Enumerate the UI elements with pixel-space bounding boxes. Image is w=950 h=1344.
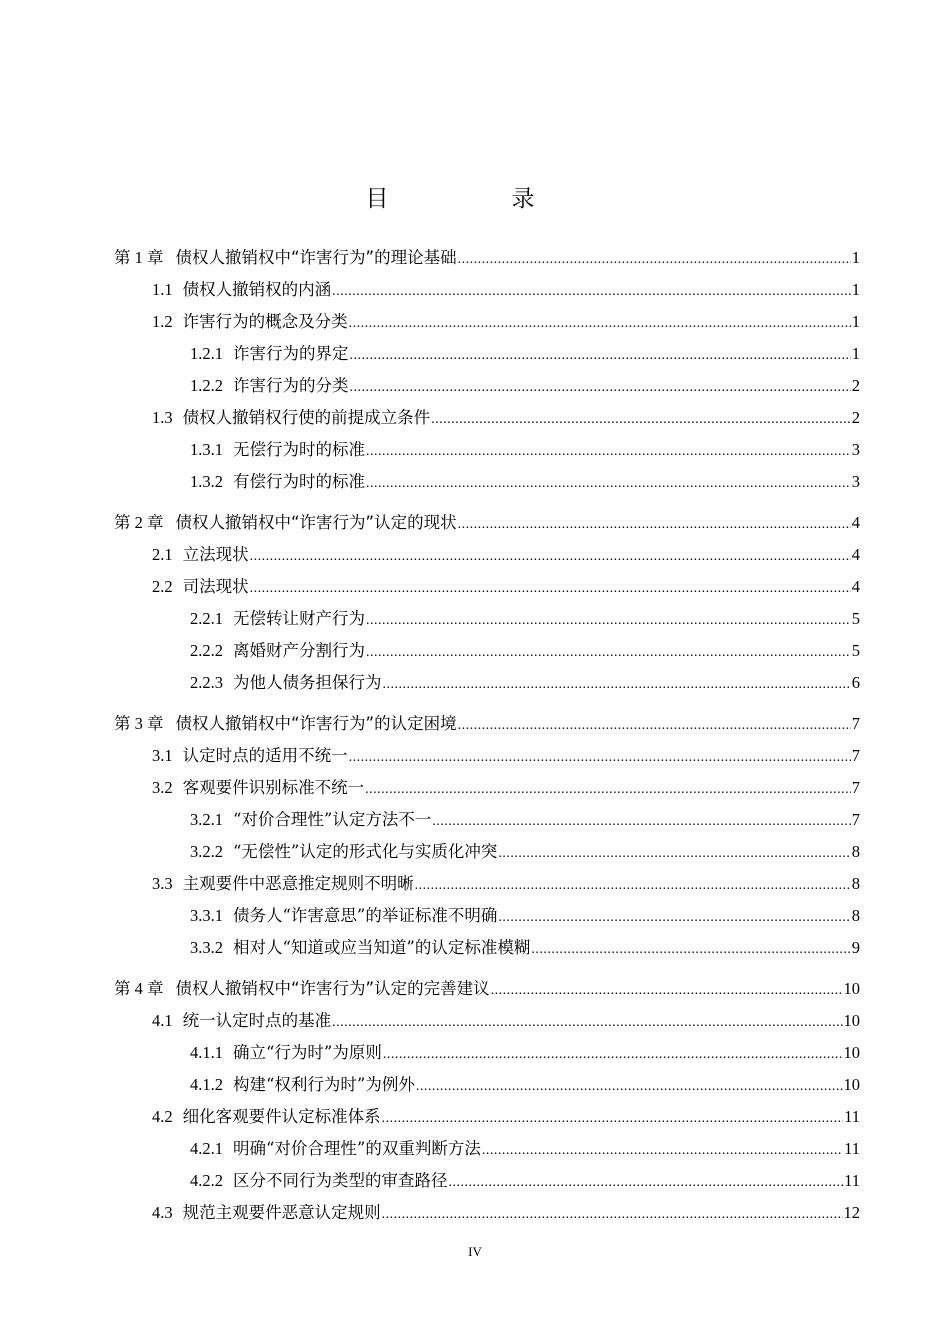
page-number-footer: IV bbox=[468, 1244, 482, 1259]
toc-dot-leader bbox=[366, 606, 851, 636]
toc-entry-label: 债务人“诈害意思”的举证标准不明确 bbox=[233, 906, 498, 925]
toc-entry-label: 规范主观要件恶意认定规则 bbox=[182, 1203, 381, 1222]
toc-entry-number: 第 3 章 bbox=[114, 714, 164, 733]
toc-dot-leader bbox=[458, 510, 851, 540]
toc-entry-page: 10 bbox=[843, 1011, 860, 1030]
toc-entry[interactable] bbox=[114, 508, 860, 538]
toc-entry[interactable] bbox=[152, 572, 860, 602]
toc-entry-label: 债权人撤销权中“诈害行为”的理论基础 bbox=[175, 248, 457, 267]
toc-dot-leader bbox=[366, 638, 851, 668]
toc-entry[interactable] bbox=[190, 1070, 860, 1100]
toc-entry[interactable] bbox=[114, 974, 860, 1004]
toc-entry-page: 3 bbox=[851, 472, 860, 491]
toc-entry[interactable] bbox=[190, 668, 860, 698]
toc-entry[interactable] bbox=[152, 275, 860, 305]
toc-entry-page: 10 bbox=[843, 1075, 860, 1094]
toc-entry-label: 诈害行为的概念及分类 bbox=[182, 312, 348, 331]
toc-dot-leader bbox=[349, 743, 851, 773]
toc-entry[interactable] bbox=[190, 837, 860, 867]
toc-dot-leader bbox=[531, 935, 850, 965]
toc-entry-number: 1.3 bbox=[152, 408, 173, 427]
toc-entry-page: 1 bbox=[851, 248, 860, 267]
toc-dot-leader bbox=[431, 405, 851, 435]
toc-entry-label: 债权人撤销权中“诈害行为”的认定困境 bbox=[175, 714, 457, 733]
toc-entry-number: 2.2.2 bbox=[190, 641, 223, 660]
toc-entry[interactable] bbox=[190, 805, 860, 835]
toc-entry-number: 3.2 bbox=[152, 778, 173, 797]
toc-entry-page: 1 bbox=[851, 312, 860, 331]
toc-entry-label: 明确“对价合理性”的双重判断方法 bbox=[233, 1139, 481, 1158]
toc-entry-label: 诈害行为的分类 bbox=[233, 376, 349, 395]
toc-entry-number: 3.2.2 bbox=[190, 842, 223, 861]
toc-dot-leader bbox=[366, 469, 851, 499]
toc-entry-page: 4 bbox=[851, 513, 860, 532]
toc-dot-leader bbox=[382, 1104, 843, 1134]
toc-entry[interactable] bbox=[190, 1038, 860, 1068]
toc-entry-number: 2.2.3 bbox=[190, 673, 223, 692]
toc-dot-leader bbox=[415, 871, 851, 901]
toc-entry-label: 主观要件中恶意推定规则不明晰 bbox=[182, 874, 414, 893]
toc-entry-label: “对价合理性”认定方法不一 bbox=[233, 810, 432, 829]
toc-entry-page: 4 bbox=[851, 545, 860, 564]
toc-entry-page: 7 bbox=[851, 746, 860, 765]
toc-entry-page: 3 bbox=[851, 440, 860, 459]
toc-entry-page: 7 bbox=[851, 778, 860, 797]
toc-entry-number: 第 1 章 bbox=[114, 248, 164, 267]
toc-entry-number: 1.3.1 bbox=[190, 440, 223, 459]
toc-entry[interactable] bbox=[190, 467, 860, 497]
toc-entry[interactable] bbox=[152, 741, 860, 771]
toc-entry-label: 确立“行为时”为原则 bbox=[233, 1043, 382, 1062]
toc-entry-number: 4.2.1 bbox=[190, 1139, 223, 1158]
toc-entry-number: 3.3.1 bbox=[190, 906, 223, 925]
toc-entry-number: 4.3 bbox=[152, 1203, 173, 1222]
toc-entry-number: 1.2 bbox=[152, 312, 173, 331]
toc-entry[interactable] bbox=[152, 869, 860, 899]
toc-entry-label: 客观要件识别标准不统一 bbox=[182, 778, 365, 797]
toc-dot-leader bbox=[365, 775, 851, 805]
toc-entry-page: 7 bbox=[851, 714, 860, 733]
toc-entry-label: 无偿转让财产行为 bbox=[233, 609, 365, 628]
toc-entry-label: 认定时点的适用不统一 bbox=[182, 746, 348, 765]
toc-entry-label: 区分不同行为类型的审查路径 bbox=[233, 1171, 448, 1190]
toc-entry-page: 11 bbox=[844, 1107, 860, 1126]
toc-entry-page: 5 bbox=[851, 609, 860, 628]
toc-entry[interactable] bbox=[190, 1166, 860, 1196]
toc-dot-leader bbox=[482, 1136, 843, 1166]
toc-entry-page: 4 bbox=[851, 577, 860, 596]
toc-entry[interactable] bbox=[152, 540, 860, 570]
toc-dot-leader bbox=[498, 903, 850, 933]
toc-entry-label: 债权人撤销权的内涵 bbox=[182, 280, 332, 299]
toc-entry-page: 10 bbox=[843, 1043, 860, 1062]
toc-entry[interactable] bbox=[152, 1102, 860, 1132]
toc-entry-number: 1.2.1 bbox=[190, 344, 223, 363]
toc-dot-leader bbox=[383, 670, 851, 700]
toc-entry-label: 无偿行为时的标准 bbox=[233, 440, 365, 459]
toc-entry-label: 诈害行为的界定 bbox=[233, 344, 349, 363]
toc-entry-page: 2 bbox=[851, 408, 860, 427]
toc-entry-label: 债权人撤销权行使的前提成立条件 bbox=[182, 408, 431, 427]
toc-dot-leader bbox=[449, 1168, 844, 1198]
toc-entry-label: 司法现状 bbox=[182, 577, 249, 596]
toc-entry-number: 1.1 bbox=[152, 280, 173, 299]
toc-entry[interactable] bbox=[190, 371, 860, 401]
toc-entry-number: 3.2.1 bbox=[190, 810, 223, 829]
toc-entry-label: 为他人债务担保行为 bbox=[233, 673, 382, 692]
toc-entry-number: 3.3 bbox=[152, 874, 173, 893]
toc-entry[interactable] bbox=[152, 1006, 860, 1036]
toc-dot-leader bbox=[458, 711, 851, 741]
toc-entry-page: 1 bbox=[851, 344, 860, 363]
toc-dot-leader bbox=[332, 1008, 842, 1038]
toc-dot-leader bbox=[349, 309, 851, 339]
toc-entry-number: 2.2.1 bbox=[190, 609, 223, 628]
toc-entry-number: 4.1.1 bbox=[190, 1043, 223, 1062]
toc-entry-number: 3.3.2 bbox=[190, 938, 223, 957]
toc-entry[interactable] bbox=[190, 636, 860, 666]
toc-entry-label: 细化客观要件认定标准体系 bbox=[182, 1107, 381, 1126]
toc-entry-label: 债权人撤销权中“诈害行为”认定的完善建议 bbox=[175, 979, 490, 998]
toc-entry-number: 2.1 bbox=[152, 545, 173, 564]
toc-entry-number: 4.2.2 bbox=[190, 1171, 223, 1190]
toc-entry-page: 7 bbox=[851, 810, 860, 829]
toc-entry[interactable] bbox=[190, 1134, 860, 1164]
toc-entry-page: 6 bbox=[851, 673, 860, 692]
toc-entry-number: 2.2 bbox=[152, 577, 173, 596]
toc-entry-label: 立法现状 bbox=[182, 545, 249, 564]
toc-entry[interactable] bbox=[152, 773, 860, 803]
toc-entry-number: 3.1 bbox=[152, 746, 173, 765]
toc-dot-leader bbox=[350, 373, 851, 403]
toc-entry-label: “无偿性”认定的形式化与实质化冲突 bbox=[233, 842, 498, 861]
toc-entry-label: 统一认定时点的基准 bbox=[182, 1011, 332, 1030]
toc-entry-page: 5 bbox=[851, 641, 860, 660]
toc-entry-page: 9 bbox=[851, 938, 860, 957]
toc-entry-page: 11 bbox=[844, 1171, 860, 1190]
toc-entry-label: 离婚财产分割行为 bbox=[233, 641, 365, 660]
toc-entry-label: 有偿行为时的标准 bbox=[233, 472, 365, 491]
toc-dot-leader bbox=[382, 1200, 843, 1230]
toc-dot-leader bbox=[416, 1072, 843, 1102]
toc-dot-leader bbox=[383, 1040, 843, 1070]
toc-entry[interactable] bbox=[190, 901, 860, 931]
toc-entry[interactable] bbox=[114, 709, 860, 739]
toc-dot-leader bbox=[366, 437, 851, 467]
toc-entry-label: 相对人“知道或应当知道”的认定标准模糊 bbox=[233, 938, 531, 957]
toc-entry-page: 10 bbox=[843, 979, 860, 998]
toc-entry-number: 1.2.2 bbox=[190, 376, 223, 395]
toc-entry-page: 1 bbox=[851, 280, 860, 299]
toc-entry-page: 11 bbox=[844, 1139, 860, 1158]
toc-dot-leader bbox=[458, 245, 851, 275]
toc-entry[interactable] bbox=[190, 604, 860, 634]
toc-entry-number: 4.2 bbox=[152, 1107, 173, 1126]
toc-entry-page: 8 bbox=[851, 906, 860, 925]
toc-entry-number: 1.3.2 bbox=[190, 472, 223, 491]
toc-dot-leader bbox=[250, 574, 851, 604]
toc-entry[interactable] bbox=[190, 435, 860, 465]
toc-entry-page: 8 bbox=[851, 842, 860, 861]
toc-dot-leader bbox=[250, 542, 851, 572]
toc-entry-page: 12 bbox=[843, 1203, 860, 1222]
toc-dot-leader bbox=[432, 807, 850, 837]
toc-dot-leader bbox=[491, 976, 843, 1006]
toc-entry-number: 4.1 bbox=[152, 1011, 173, 1030]
toc-entry-page: 8 bbox=[851, 874, 860, 893]
toc-entry-page: 2 bbox=[851, 376, 860, 395]
toc-dot-leader bbox=[350, 341, 851, 371]
page-title: 目 录 bbox=[365, 186, 585, 212]
toc-entry-label: 构建“权利行为时”为例外 bbox=[233, 1075, 415, 1094]
toc-entry-number: 第 2 章 bbox=[114, 513, 164, 532]
toc-entry-number: 4.1.2 bbox=[190, 1075, 223, 1094]
toc-entry[interactable] bbox=[152, 307, 860, 337]
toc-dot-leader bbox=[498, 839, 850, 869]
toc-entry[interactable] bbox=[190, 339, 860, 369]
toc-entry[interactable] bbox=[114, 243, 860, 273]
toc-entry-label: 债权人撤销权中“诈害行为”认定的现状 bbox=[175, 513, 457, 532]
toc-entry-number: 第 4 章 bbox=[114, 979, 164, 998]
toc-entry[interactable] bbox=[190, 933, 860, 963]
toc-entry[interactable] bbox=[152, 403, 860, 433]
toc-dot-leader bbox=[332, 277, 851, 307]
toc-entry[interactable] bbox=[152, 1198, 860, 1228]
